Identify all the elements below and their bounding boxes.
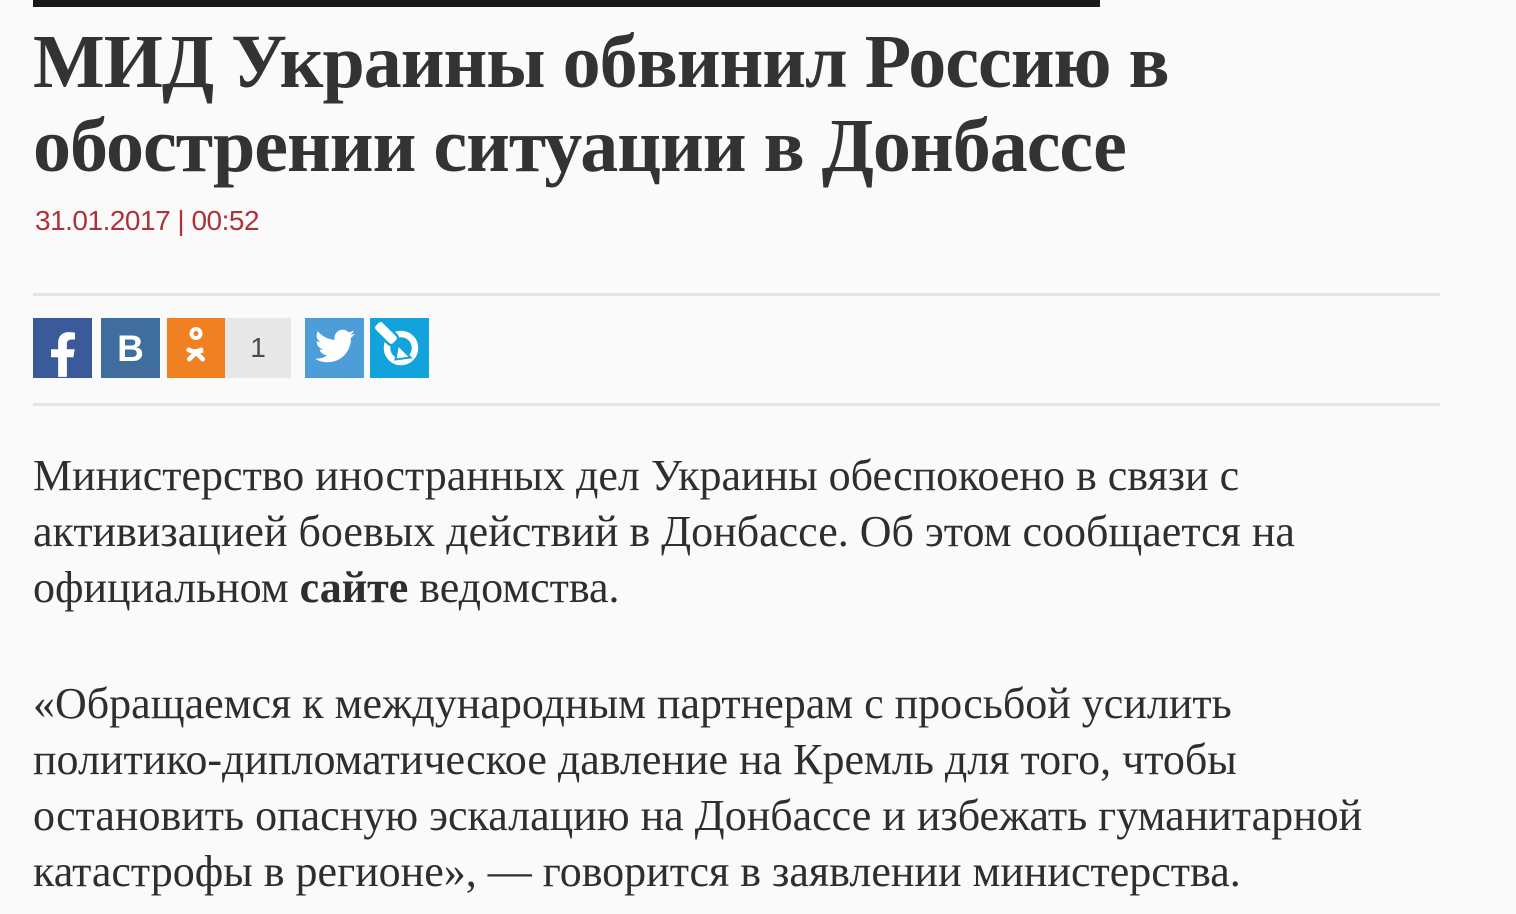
paragraph-2-line-2: политико-дипломатическое давление на Кремль для того, чтобы xyxy=(33,735,1237,784)
paragraph-2-line-4: катастрофы в регионе», — говорится в заявлении министерства. xyxy=(33,847,1241,896)
paragraph-1-line-2: активизацией боевых действий в Донбассе. Об этом сообщается на xyxy=(33,507,1295,556)
share-livejournal-button[interactable] xyxy=(370,318,429,378)
paragraph-1 xyxy=(33,448,1453,616)
odnoklassniki-icon xyxy=(184,327,208,370)
share-vkontakte-button[interactable] xyxy=(101,318,160,378)
article-body xyxy=(33,448,1453,914)
paragraph-2 xyxy=(33,676,1453,900)
article-title-line-1: МИД Украины обвинил Россию в xyxy=(33,20,1169,104)
divider-top xyxy=(33,293,1440,296)
paragraph-1-line-3-tail: ведомства. xyxy=(408,563,620,612)
paragraph-1-line-1: Министерство иностранных дел Украины обеспокоено в связи с xyxy=(33,451,1240,500)
vkontakte-icon: В xyxy=(117,327,144,369)
site-link[interactable]: сайте xyxy=(299,563,409,612)
facebook-icon xyxy=(49,332,77,378)
share-buttons-row xyxy=(33,318,429,378)
share-facebook-button[interactable] xyxy=(33,318,92,378)
publish-datetime: 31.01.2017 | 00:52 xyxy=(35,205,260,236)
article-title xyxy=(33,20,1253,188)
article-title-line-2: обострении ситуации в Донбассе xyxy=(33,104,1126,188)
divider-bottom xyxy=(33,403,1440,406)
paragraph-2-line-1: «Обращаемся к международным партнерам с просьбой усилить xyxy=(33,679,1232,728)
paragraph-1-line-3-text: официальном xyxy=(33,563,300,612)
share-count-badge: 1 xyxy=(225,318,291,378)
twitter-icon xyxy=(315,326,355,371)
paragraph-2-line-3: остановить опасную эскалацию на Донбассе и избежать гуманитарной xyxy=(33,791,1363,840)
paragraph-1-line-3 xyxy=(33,563,620,612)
livejournal-icon xyxy=(371,318,429,378)
share-odnoklassniki-button[interactable] xyxy=(167,318,225,378)
share-twitter-button[interactable] xyxy=(305,318,364,378)
top-accent-bar xyxy=(33,0,1100,7)
